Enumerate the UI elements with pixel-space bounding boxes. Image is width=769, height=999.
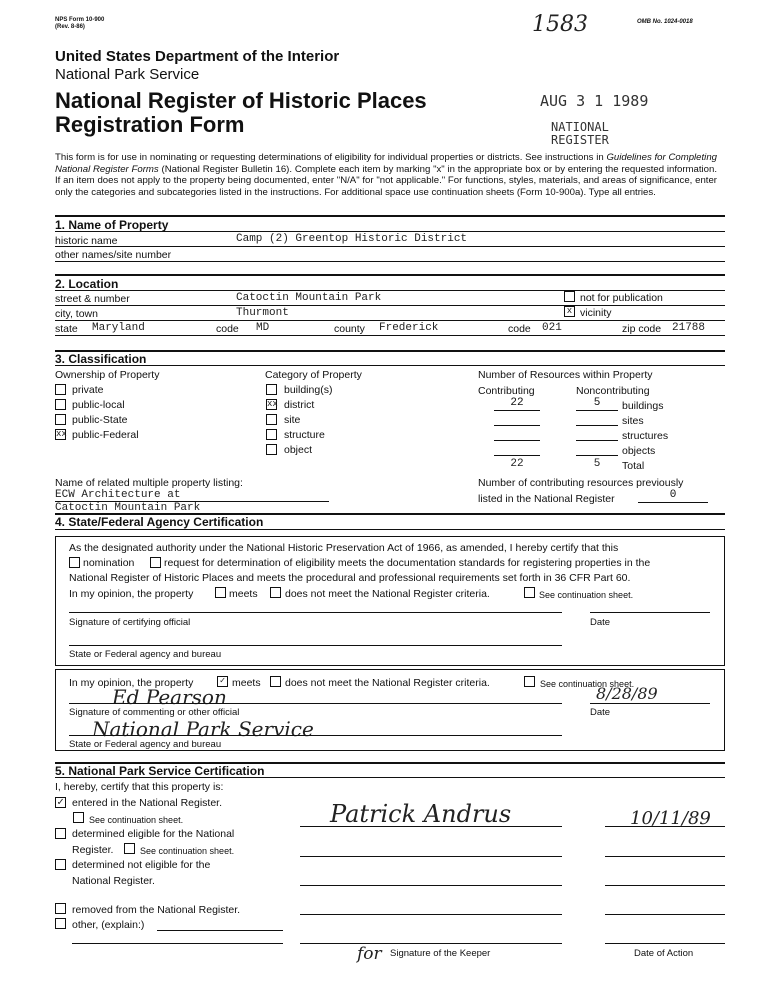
continuation-checkbox-1[interactable] (524, 587, 535, 598)
objects-label: objects (622, 445, 656, 457)
request-checkbox[interactable] (150, 557, 161, 568)
not-eligible-label-1: determined not eligible for the (72, 859, 211, 871)
service: National Park Service (55, 66, 200, 83)
ownership-public-state-label: public-State (72, 414, 128, 426)
category-structure-checkbox[interactable] (266, 429, 277, 440)
meets-checkbox[interactable] (215, 587, 226, 598)
multiple-property-value-2: Catoctin Mountain Park (55, 502, 201, 514)
street-value: Catoctin Mountain Park (236, 292, 382, 304)
category-building-checkbox[interactable] (266, 384, 277, 395)
structures-label: structures (622, 430, 669, 442)
previously-listed-value[interactable]: 0 (638, 490, 708, 503)
for-mark: for (357, 944, 382, 964)
continuation-label-1: See continuation sheet. (539, 590, 634, 600)
ownership-private-label: private (72, 384, 104, 396)
meets-checkbox-2[interactable]: ✓ (217, 676, 228, 687)
state-value: Maryland (92, 322, 145, 334)
date-label-2: Date (590, 707, 611, 718)
received-stamp-date: AUG 3 1 1989 (540, 92, 649, 110)
county-label: county (334, 323, 365, 335)
noncontributing-buildings[interactable]: 5 (576, 398, 618, 411)
section-1-heading: 1. Name of Property (55, 218, 169, 232)
continuation-label-4: See continuation sheet. (140, 846, 235, 856)
continuation-checkbox-3[interactable] (73, 812, 84, 823)
category-structure-label: structure (284, 429, 325, 441)
contributing-heading: Contributing (478, 385, 535, 397)
ownership-heading: Ownership of Property (55, 369, 160, 381)
category-site-checkbox[interactable] (266, 414, 277, 425)
total-label: Total (622, 460, 645, 472)
ownership-public-federal-label: public-Federal (72, 429, 139, 441)
not-eligible-label-2: National Register. (72, 875, 155, 887)
contributing-total: 22 (510, 458, 524, 470)
does-not-meet-checkbox[interactable] (270, 587, 281, 598)
not-for-publication-label: not for publication (580, 292, 663, 304)
ownership-public-local-label: public-local (72, 399, 125, 411)
state-label: state (55, 323, 78, 335)
not-for-publication-checkbox[interactable] (564, 291, 575, 302)
county-code-label: code (508, 323, 531, 335)
historic-name-value: Camp (2) Greentop Historic District (236, 233, 468, 245)
previously-listed-label-1: Number of contributing resources previously (478, 477, 684, 489)
commenting-date: 8/28/89 (596, 684, 658, 703)
contributing-structures[interactable] (494, 428, 540, 441)
noncontributing-structures[interactable] (576, 428, 618, 441)
multiple-property-label: Name of related multiple property listing: (55, 477, 243, 489)
category-heading: Category of Property (265, 369, 362, 381)
removed-label: removed from the National Register. (72, 904, 241, 916)
previously-listed-label-2: listed in the National Register (478, 493, 615, 505)
entered-label: entered in the National Register. (72, 797, 223, 809)
page-title: National Register of Historic Places Registration Form (55, 88, 427, 137)
received-stamp: NATIONAL REGISTER (551, 120, 609, 147)
contributing-sites[interactable] (494, 413, 540, 426)
section-2-heading: 2. Location (55, 277, 119, 291)
agency-bureau-label-2: State or Federal agency and bureau (69, 739, 222, 750)
continuation-label-3: See continuation sheet. (89, 815, 184, 825)
opinion-label-2: In my opinion, the property (69, 677, 194, 689)
commenting-signature: Ed Pearson (112, 685, 227, 709)
request-label: request for determination of eligibility meets the documentation standards for registering properties in the (164, 557, 651, 569)
entered-checkbox[interactable]: ✓ (55, 797, 66, 808)
cert-para-3: National Register of Historic Places and meets the procedural and professional requirements set forth in 36 CFR Part 60. (69, 572, 631, 584)
ownership-public-state-checkbox[interactable] (55, 414, 66, 425)
signature-commenting-label: Signature of commenting or other official (69, 707, 240, 718)
continuation-label-2: See continuation sheet. (540, 679, 635, 689)
keeper-date: 10/11/89 (630, 808, 711, 829)
state-certification-box (55, 536, 725, 666)
category-building-label: building(s) (284, 384, 333, 396)
keeper-signature: Patrick Andrus (330, 800, 512, 828)
does-not-meet-label: does not meet the National Register criteria. (285, 588, 490, 600)
noncontributing-sites[interactable] (576, 413, 618, 426)
vicinity-checkbox[interactable]: x (564, 306, 575, 317)
date-label-1: Date (590, 617, 611, 628)
category-site-label: site (284, 414, 301, 426)
multiple-property-value-1: ECW Architecture at (55, 489, 181, 501)
handwritten-number: 1583 (532, 12, 588, 37)
does-not-meet-label-2: does not meet the National Register criteria. (285, 677, 490, 689)
category-object-checkbox[interactable] (266, 444, 277, 455)
zip-label: zip code (622, 323, 662, 335)
other-checkbox[interactable] (55, 918, 66, 929)
signature-certifying-label: Signature of certifying official (69, 617, 191, 628)
continuation-checkbox-4[interactable] (124, 843, 135, 854)
category-district-label: district (284, 399, 315, 411)
county-value: Frederick (379, 322, 439, 334)
section-5-heading: 5. National Park Service Certification (55, 764, 265, 778)
noncontributing-total: 5 (593, 458, 601, 470)
county-code-value: 021 (542, 322, 562, 334)
state-code-label: code (216, 323, 239, 335)
opinion-label: In my opinion, the property (69, 588, 194, 600)
commenting-agency: National Park Service (92, 717, 314, 741)
other-label: other, (explain:) (72, 919, 145, 931)
agency-block (55, 48, 339, 84)
resources-heading: Number of Resources within Property (478, 369, 653, 381)
nomination-checkbox[interactable] (69, 557, 80, 568)
department: United States Department of the Interior (55, 48, 340, 65)
does-not-meet-checkbox-2[interactable] (270, 676, 281, 687)
ownership-public-local-checkbox[interactable] (55, 399, 66, 410)
eligible-label-1: determined eligible for the National (72, 828, 235, 840)
meets-label-2: meets (232, 677, 261, 689)
ownership-private-checkbox[interactable] (55, 384, 66, 395)
instructions: This form is for use in nominating or requesting determinations of eligibility for individual properties or districts. See instructions in Guidelines for Completing National Register Forms (National Register Bulletin 16). Complete each item by marking "x" in the appropriate box or by entering the requested information. If an item does not apply to the property being documented, enter "N/A" for "not applicable." For functions, styles, materials, and areas of significance, enter only the categories and subcategories listed in the instructions. For additional space use continuation sheets (Form 10-900a). Type all entries. (55, 152, 718, 198)
removed-checkbox[interactable] (55, 903, 66, 914)
buildings-label: buildings (622, 400, 664, 412)
section-4-heading: 4. State/Federal Agency Certification (55, 515, 264, 529)
category-district-checkbox[interactable]: xx (267, 399, 278, 409)
cert-para-1: As the designated authority under the National Historic Preservation Act of 1966, as amended, I hereby certify that this (69, 542, 619, 554)
eligible-label-2: Register. (72, 844, 114, 856)
meets-label: meets (229, 588, 258, 600)
sites-label: sites (622, 415, 644, 427)
contributing-buildings[interactable]: 22 (494, 398, 540, 411)
ownership-public-federal-checkbox[interactable]: xx (56, 429, 67, 439)
historic-name-label: historic name (55, 235, 118, 247)
street-label: street & number (55, 293, 130, 305)
nomination-label: nomination (83, 557, 135, 569)
certify-statement: I, hereby, certify that this property is: (55, 781, 224, 793)
city-value: Thurmont (236, 307, 289, 319)
zip-value: 21788 (672, 322, 706, 334)
date-of-action-label: Date of Action (634, 948, 694, 959)
eligible-checkbox[interactable] (55, 828, 66, 839)
city-label: city, town (55, 308, 98, 320)
noncontributing-heading: Noncontributing (576, 385, 650, 397)
contributing-objects[interactable] (494, 443, 540, 456)
vicinity-label: vicinity (580, 307, 612, 319)
form-number: NPS Form 10-900 (Rev. 8-86) (55, 17, 105, 30)
not-eligible-checkbox[interactable] (55, 859, 66, 870)
section-3-heading: 3. Classification (55, 352, 147, 366)
noncontributing-objects[interactable] (576, 443, 618, 456)
agency-bureau-label-1: State or Federal agency and bureau (69, 649, 222, 660)
continuation-checkbox-2[interactable] (524, 676, 535, 687)
category-object-label: object (284, 444, 313, 456)
other-names-label: other names/site number (55, 249, 172, 261)
state-code-value: MD (256, 322, 270, 334)
omb-number: OMB No. 1024-0018 (637, 19, 693, 25)
signature-keeper-label: Signature of the Keeper (390, 948, 491, 959)
